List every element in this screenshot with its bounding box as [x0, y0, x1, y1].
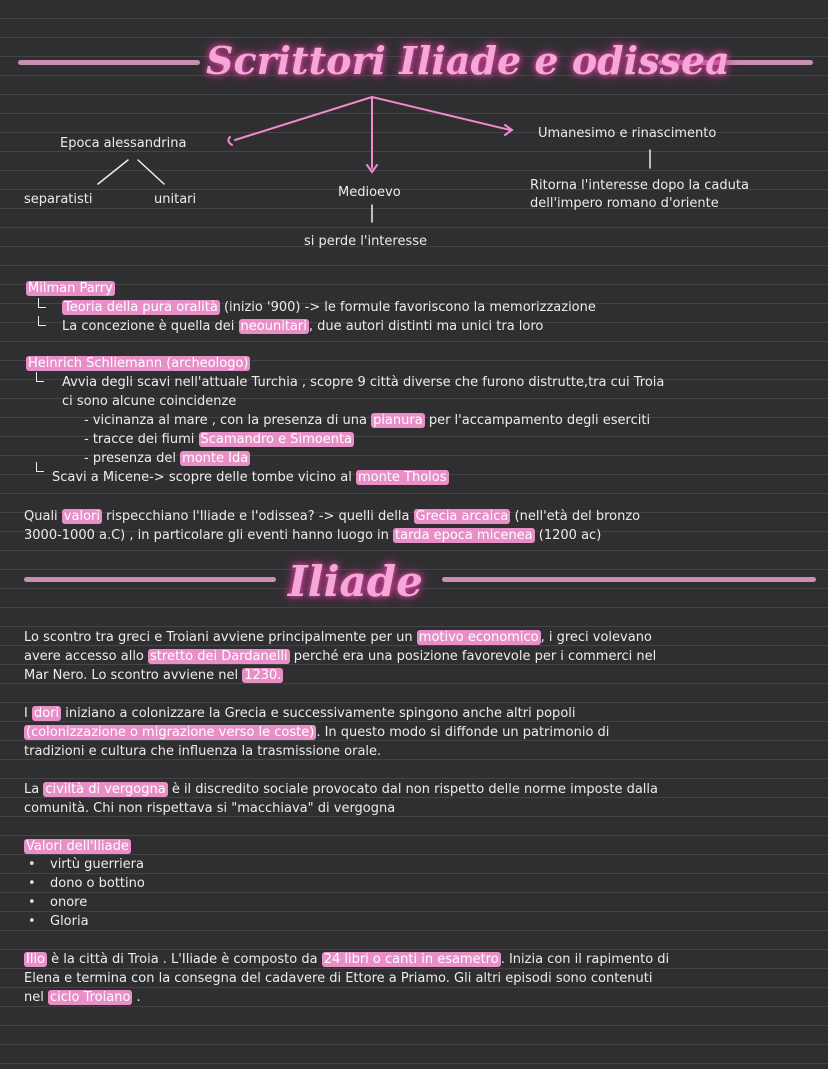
p2-line-1: I dori iniziano a colonizzare la Grecia e successivamente spingono anche altri popoli: [24, 706, 576, 721]
tree-medioevo: Medioevo: [338, 185, 401, 200]
valori-list: [24, 855, 145, 931]
schliemann-heading: Heinrich Schliemann (archeologo): [28, 356, 249, 371]
section-title-iliade: Iliade: [288, 557, 423, 606]
hook-icon: [38, 316, 46, 326]
p2-line-3: tradizioni e cultura che influenza la trasmissione orale.: [24, 744, 382, 759]
hook-icon: [38, 298, 46, 308]
valori-heading: Valori dell'Iliade: [26, 839, 129, 854]
list-item: • dono o bottino: [24, 874, 145, 893]
schliemann-line-1: Avvia degli scavi nell'attuale Turchia , scopre 9 città diverse che furono distrutte,tra cui Troia: [62, 375, 665, 390]
schliemann-line-5: - presenza del monte Ida: [84, 451, 249, 466]
list-item: • Gloria: [24, 912, 145, 931]
p3-line-1: La civiltà di vergogna è il discredito sociale provocato dal non rispetto delle norme imposte dalla: [24, 782, 658, 797]
page-title: Scrittori Iliade e odissea: [206, 38, 730, 83]
tree-umanesimo: Umanesimo e rinascimento: [538, 126, 717, 141]
tree-ritorna-1: Ritorna l'interesse dopo la caduta: [530, 178, 749, 193]
tree-ritorna-2: dell'impero romano d'oriente: [530, 196, 719, 211]
schliemann-line-4: - tracce dei fiumi Scamandro e Simoenta: [84, 432, 353, 447]
p2-line-2: (colonizzazione o migrazione verso le coste) . In questo modo si diffonde un patrimonio di: [26, 725, 610, 740]
schliemann-line-3: - vicinanza al mare , con la presenza di una pianura per l'accampamento degli eserciti: [84, 413, 651, 428]
tree-separatisti: separatisti: [24, 192, 93, 207]
parry-line-2: La concezione è quella dei neounitari , due autori distinti ma unici tra loro: [62, 319, 544, 334]
p4-line-2: Elena e termina con la consegna del cadavere di Ettore a Priamo. Gli altri episodi sono contenuti: [24, 971, 653, 986]
p3-line-2: comunità. Chi non rispettava si "macchiava" di vergogna: [24, 801, 396, 816]
schliemann-line-2: ci sono alcune coincidenze: [62, 394, 237, 409]
p4-line-3: nel ciclo Troiano .: [24, 990, 141, 1005]
valori-question-line-1: Quali valori rispecchiano l'Iliade e l'odissea? -> quelli della Grecia arcaica (nell'età del bronzo: [24, 509, 641, 524]
hook-icon: [36, 372, 44, 382]
tree-epoca-alessandrina: Epoca alessandrina: [60, 136, 187, 151]
tree-unitari: unitari: [154, 192, 197, 207]
p1-line-1: Lo scontro tra greci e Troiani avviene principalmente per un motivo economico , i greci volevano: [24, 630, 652, 645]
p4-line-1: Ilio è la città di Troia . L'Iliade è composto da 24 libri o canti in esametro . Inizia con il rapimento di: [26, 952, 670, 967]
list-item: • virtù guerriera: [24, 855, 145, 874]
hook-icon: [36, 462, 44, 472]
p1-line-3: Mar Nero. Lo scontro avviene nel 1230.: [24, 668, 282, 683]
section-rule-right: [442, 577, 816, 582]
tree-si-perde-interesse: si perde l'interesse: [304, 234, 427, 249]
schliemann-line-6: Scavi a Micene-> scopre delle tombe vicino al monte Tholos: [52, 470, 447, 485]
list-item: • onore: [24, 893, 145, 912]
parry-heading: [26, 279, 115, 298]
p1-line-2: avere accesso allo stretto dei Dardanelli perché era una posizione favorevole per i commerci nel: [24, 649, 657, 664]
valori-question-line-2: 3000-1000 a.C) , in particolare gli eventi hanno luogo in tarda epoca micenea (1200 ac): [24, 528, 602, 543]
section-rule-left: [24, 577, 276, 582]
parry-line-1: Teoria della pura oralità (inizio '900) -> le formule favoriscono la memorizzazione: [64, 300, 596, 315]
parry-name: Milman Parry: [28, 281, 113, 296]
